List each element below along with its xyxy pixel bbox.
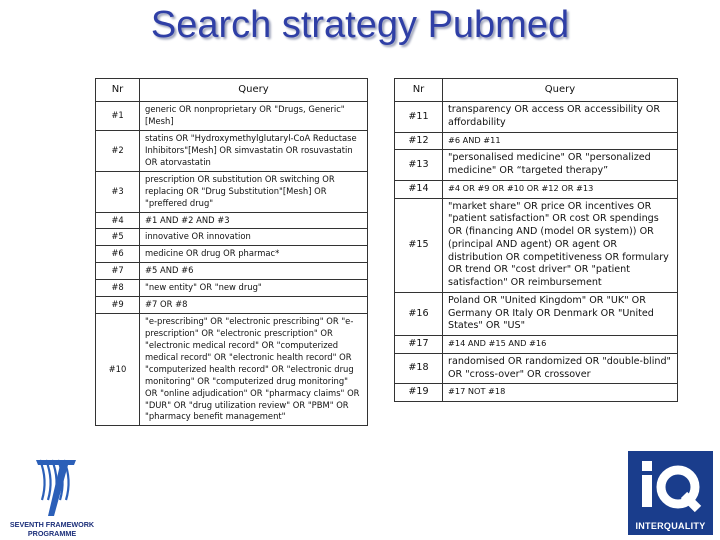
- row-number: #3: [96, 171, 140, 212]
- table-row: [395, 353, 678, 384]
- row-number: #5: [96, 229, 140, 246]
- table-row: [96, 280, 368, 297]
- table-row: [96, 314, 368, 426]
- query-text: "new entity" OR "new drug": [140, 280, 368, 297]
- slide-title: Search strategy Pubmed: [150, 4, 570, 46]
- query-text: innovative OR innovation: [140, 229, 368, 246]
- header-query: Query: [443, 79, 678, 102]
- interquality-logo: [628, 451, 713, 535]
- table-row: [395, 132, 678, 150]
- query-text: "personalised medicine" OR "personalized medicine" OR “targeted therapy”: [443, 150, 678, 181]
- row-number: #14: [395, 180, 443, 198]
- table-header-row: [96, 79, 368, 102]
- row-number: #7: [96, 263, 140, 280]
- iq-logo-icon: [628, 451, 713, 517]
- row-number: #1: [96, 102, 140, 131]
- row-number: #13: [395, 150, 443, 181]
- header-nr: Nr: [96, 79, 140, 102]
- table-row: [96, 263, 368, 280]
- table-row: [395, 384, 678, 402]
- query-text: "market share" OR price OR incentives OR "patient satisfaction" OR cost OR spendings OR (financing AND (model OR system)) OR (principal AND agent) OR agent OR distribution OR competitiveness OR formulary OR trend OR "cost driver" OR "patient satisfaction" OR reimbursement: [443, 198, 678, 292]
- fp7-logo: [2, 456, 102, 540]
- right-query-table: [394, 78, 678, 402]
- table-row: [96, 297, 368, 314]
- fp7-label-line1: SEVENTH FRAMEWORK: [9, 520, 95, 529]
- row-number: #4: [96, 212, 140, 229]
- header-nr: Nr: [395, 79, 443, 102]
- row-number: #15: [395, 198, 443, 292]
- query-text: #5 AND #6: [140, 263, 368, 280]
- left-query-table: [95, 78, 368, 426]
- row-number: #10: [96, 314, 140, 426]
- table-row: [395, 150, 678, 181]
- query-text: Poland OR "United Kingdom" OR "UK" OR Germany OR Italy OR Denmark OR "United States" OR "US": [443, 292, 678, 335]
- row-number: #2: [96, 131, 140, 172]
- query-text: #1 AND #2 AND #3: [140, 212, 368, 229]
- query-text: "e-prescribing" OR "electronic prescribing" OR "e-prescription" OR "electronic prescription" OR "electronic medical record" OR "computerized medical record" OR "electronic health record" OR "computerized health record" OR "electronic drug monitoring" OR "computerized drug monitoring" OR "online adjudication" OR "pharmacy claims" OR "DUR" OR "drug utilization review" OR "PBM" OR "pharmacy benefit management": [140, 314, 368, 426]
- header-query: Query: [140, 79, 368, 102]
- table-row: [96, 212, 368, 229]
- query-text: #7 OR #8: [140, 297, 368, 314]
- row-number: #19: [395, 384, 443, 402]
- query-text: #17 NOT #18: [443, 384, 678, 402]
- table-row: [96, 229, 368, 246]
- row-number: #9: [96, 297, 140, 314]
- table-row: [395, 198, 678, 292]
- query-text: randomised OR randomized OR "double-blind" OR "cross-over" OR crossover: [443, 353, 678, 384]
- row-number: #16: [395, 292, 443, 335]
- table-row: [395, 102, 678, 133]
- query-text: prescription OR substitution OR switching OR replacing OR "Drug Substitution"[Mesh] OR "preffered drug": [140, 171, 368, 212]
- table-row: [395, 180, 678, 198]
- query-text: #6 AND #11: [443, 132, 678, 150]
- table-row: [395, 292, 678, 335]
- row-number: #12: [395, 132, 443, 150]
- row-number: #11: [395, 102, 443, 133]
- query-text: transparency OR access OR accessibility OR affordability: [443, 102, 678, 133]
- fp7-logo-icon: [2, 456, 102, 520]
- interquality-label: INTERQUALITY: [635, 521, 706, 531]
- table-row: [96, 102, 368, 131]
- query-text: generic OR nonproprietary OR "Drugs, Generic"[Mesh]: [140, 102, 368, 131]
- row-number: #6: [96, 246, 140, 263]
- query-text: statins OR "Hydroxymethylglutaryl-CoA Reductase Inhibitors"[Mesh] OR simvastatin OR rosuvastatin OR atorvastatin: [140, 131, 368, 172]
- query-text: #14 AND #15 AND #16: [443, 336, 678, 354]
- row-number: #17: [395, 336, 443, 354]
- table-row: [395, 336, 678, 354]
- fp7-label-line2: PROGRAMME: [27, 529, 77, 538]
- query-text: medicine OR drug OR pharmac*: [140, 246, 368, 263]
- query-text: #4 OR #9 OR #10 OR #12 OR #13: [443, 180, 678, 198]
- table-header-row: [395, 79, 678, 102]
- table-row: [96, 246, 368, 263]
- row-number: #18: [395, 353, 443, 384]
- row-number: #8: [96, 280, 140, 297]
- table-row: [96, 171, 368, 212]
- table-row: [96, 131, 368, 172]
